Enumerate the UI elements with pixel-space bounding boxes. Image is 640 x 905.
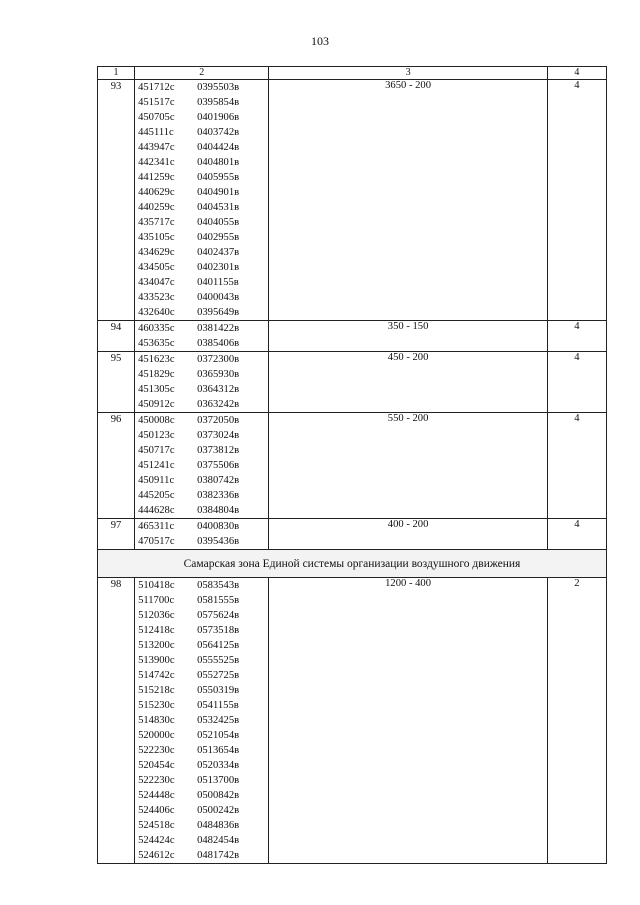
altitude-range: 350 - 150	[269, 321, 548, 352]
latitude: 450123с	[138, 430, 175, 441]
coordinates-cell	[135, 80, 269, 321]
coordinate-pair	[135, 758, 268, 773]
latitude: 435717с	[138, 217, 175, 228]
longitude: 0403742в	[197, 127, 240, 138]
longitude: 0500242в	[197, 805, 240, 816]
table-row	[98, 80, 607, 321]
coordinate-pair	[135, 488, 268, 503]
coordinate-pair	[135, 428, 268, 443]
class-value: 4	[547, 413, 606, 519]
latitude: 451517с	[138, 97, 175, 108]
longitude: 0375506в	[197, 460, 240, 471]
latitude: 450008с	[138, 415, 175, 426]
coordinate-pair	[135, 245, 268, 260]
latitude: 445111с	[138, 127, 174, 138]
zone-number: 98	[98, 578, 135, 864]
coordinate-pair	[135, 200, 268, 215]
latitude: 450911с	[138, 475, 175, 486]
latitude: 445205с	[138, 490, 175, 501]
latitude: 450912с	[138, 399, 175, 410]
coordinates-cell	[135, 321, 269, 352]
coordinate-pair	[135, 80, 268, 95]
coordinate-pair	[135, 728, 268, 743]
longitude: 0513700в	[197, 775, 240, 786]
coordinate-pair	[135, 818, 268, 833]
coordinate-pair	[135, 352, 268, 367]
coordinate-pair	[135, 95, 268, 110]
table-row	[98, 321, 607, 352]
latitude: 515218с	[138, 685, 175, 696]
coordinate-pair	[135, 140, 268, 155]
longitude: 0380742в	[197, 475, 240, 486]
coordinate-pair	[135, 638, 268, 653]
longitude: 0555525в	[197, 655, 240, 666]
longitude: 0381422в	[197, 323, 240, 334]
class-value: 4	[547, 519, 606, 550]
coordinate-pair	[135, 593, 268, 608]
coordinates-cell	[135, 413, 269, 519]
zone-heading-row	[98, 550, 607, 578]
latitude: 440259с	[138, 202, 175, 213]
table-row	[98, 578, 607, 864]
latitude: 512036с	[138, 610, 175, 621]
latitude: 453635с	[138, 338, 175, 349]
coordinate-pair	[135, 803, 268, 818]
coordinate-pair	[135, 519, 268, 534]
longitude: 0404424в	[197, 142, 240, 153]
latitude: 511700с	[138, 595, 175, 606]
latitude: 513200с	[138, 640, 175, 651]
coordinate-pair	[135, 623, 268, 638]
latitude: 524424с	[138, 835, 175, 846]
latitude: 434047с	[138, 277, 175, 288]
latitude: 460335с	[138, 323, 175, 334]
longitude: 0573518в	[197, 625, 240, 636]
longitude: 0404801в	[197, 157, 240, 168]
coordinate-pair	[135, 848, 268, 863]
longitude: 0550319в	[197, 685, 240, 696]
coordinate-pair	[135, 503, 268, 518]
latitude: 513900с	[138, 655, 175, 666]
latitude: 514742с	[138, 670, 175, 681]
coordinate-pair	[135, 458, 268, 473]
coordinate-pair	[135, 443, 268, 458]
latitude: 443947с	[138, 142, 175, 153]
latitude: 520454с	[138, 760, 175, 771]
longitude: 0482454в	[197, 835, 240, 846]
airspace-table	[97, 66, 607, 864]
table-row	[98, 519, 607, 550]
latitude: 450717с	[138, 445, 175, 456]
coordinate-pair	[135, 397, 268, 412]
latitude: 524448с	[138, 790, 175, 801]
coordinate-pair	[135, 321, 268, 336]
coordinate-pair	[135, 413, 268, 428]
longitude: 0395854в	[197, 97, 240, 108]
latitude: 524518с	[138, 820, 175, 831]
coordinate-pair	[135, 260, 268, 275]
coordinate-pair	[135, 683, 268, 698]
latitude: 451305с	[138, 384, 175, 395]
longitude: 0402301в	[197, 262, 240, 273]
class-value: 4	[547, 352, 606, 413]
zone-number: 93	[98, 80, 135, 321]
header-cell-2: 2	[135, 67, 269, 80]
altitude-range: 450 - 200	[269, 352, 548, 413]
coordinate-pair	[135, 185, 268, 200]
longitude: 0404531в	[197, 202, 240, 213]
longitude: 0385406в	[197, 338, 240, 349]
longitude: 0364312в	[197, 384, 240, 395]
longitude: 0400043в	[197, 292, 240, 303]
longitude: 0395649в	[197, 307, 240, 318]
coordinate-pair	[135, 578, 268, 593]
latitude: 465311с	[138, 521, 175, 532]
latitude: 451712с	[138, 82, 175, 93]
coordinate-pair	[135, 305, 268, 320]
latitude: 520000с	[138, 730, 175, 741]
latitude: 522230с	[138, 775, 175, 786]
coordinate-pair	[135, 713, 268, 728]
latitude: 451241с	[138, 460, 175, 471]
coordinate-pair	[135, 275, 268, 290]
longitude: 0405955в	[197, 172, 240, 183]
latitude: 522230с	[138, 745, 175, 756]
longitude: 0541155в	[197, 700, 239, 711]
header-row	[98, 67, 607, 80]
latitude: 433523с	[138, 292, 175, 303]
zone-number: 96	[98, 413, 135, 519]
longitude: 0484836в	[197, 820, 240, 831]
longitude: 0363242в	[197, 399, 240, 410]
latitude: 514830с	[138, 715, 175, 726]
longitude: 0402955в	[197, 232, 240, 243]
coordinate-pair	[135, 833, 268, 848]
latitude: 434629с	[138, 247, 175, 258]
longitude: 0500842в	[197, 790, 240, 801]
coordinate-pair	[135, 215, 268, 230]
altitude-range: 550 - 200	[269, 413, 548, 519]
coordinate-pair	[135, 788, 268, 803]
latitude: 510418с	[138, 580, 175, 591]
zone-heading: Самарская зона Единой системы организации воздушного движения	[98, 550, 607, 578]
coordinate-pair	[135, 668, 268, 683]
latitude: 442341с	[138, 157, 175, 168]
coordinate-pair	[135, 773, 268, 788]
coordinate-pair	[135, 473, 268, 488]
longitude: 0564125в	[197, 640, 240, 651]
coordinates-cell	[135, 519, 269, 550]
page-number: 103	[311, 34, 329, 48]
longitude: 0395436в	[197, 536, 240, 547]
coordinates-cell	[135, 578, 269, 864]
table-row	[98, 413, 607, 519]
longitude: 0365930в	[197, 369, 240, 380]
longitude: 0552725в	[197, 670, 240, 681]
longitude: 0583543в	[197, 580, 240, 591]
longitude: 0521054в	[197, 730, 240, 741]
coordinate-pair	[135, 290, 268, 305]
coordinate-pair	[135, 382, 268, 397]
coordinate-pair	[135, 367, 268, 382]
class-value: 4	[547, 80, 606, 321]
latitude: 435105с	[138, 232, 175, 243]
longitude: 0513654в	[197, 745, 240, 756]
coordinate-pair	[135, 170, 268, 185]
header-cell-4: 4	[547, 67, 606, 80]
coordinate-pair	[135, 336, 268, 351]
class-value: 4	[547, 321, 606, 352]
longitude: 0575624в	[197, 610, 240, 621]
altitude-range: 400 - 200	[269, 519, 548, 550]
coordinate-pair	[135, 230, 268, 245]
coordinate-pair	[135, 743, 268, 758]
latitude: 451829с	[138, 369, 175, 380]
longitude: 0402437в	[197, 247, 240, 258]
latitude: 512418с	[138, 625, 175, 636]
longitude: 0400830в	[197, 521, 240, 532]
longitude: 0481742в	[197, 850, 240, 861]
altitude-range: 1200 - 400	[269, 578, 548, 864]
class-value: 2	[547, 578, 606, 864]
longitude: 0404901в	[197, 187, 240, 198]
coordinate-pair	[135, 608, 268, 623]
latitude: 434505с	[138, 262, 175, 273]
coordinate-pair	[135, 534, 268, 549]
zone-number: 97	[98, 519, 135, 550]
longitude: 0382336в	[197, 490, 240, 501]
altitude-range: 3650 - 200	[269, 80, 548, 321]
coordinates-cell	[135, 352, 269, 413]
longitude: 0404055в	[197, 217, 240, 228]
latitude: 441259с	[138, 172, 175, 183]
longitude: 0372050в	[197, 415, 240, 426]
zone-number: 95	[98, 352, 135, 413]
latitude: 450705с	[138, 112, 175, 123]
latitude: 470517с	[138, 536, 175, 547]
longitude: 0401155в	[197, 277, 239, 288]
longitude: 0372300в	[197, 354, 240, 365]
latitude: 451623с	[138, 354, 175, 365]
latitude: 444628с	[138, 505, 175, 516]
longitude: 0373024в	[197, 430, 240, 441]
longitude: 0395503в	[197, 82, 240, 93]
longitude: 0520334в	[197, 760, 240, 771]
coordinate-pair	[135, 653, 268, 668]
longitude: 0532425в	[197, 715, 240, 726]
header-cell-1: 1	[98, 67, 135, 80]
longitude: 0581555в	[197, 595, 240, 606]
longitude: 0373812в	[197, 445, 240, 456]
latitude: 440629с	[138, 187, 175, 198]
latitude: 432640с	[138, 307, 175, 318]
longitude: 0384804в	[197, 505, 240, 516]
latitude: 515230с	[138, 700, 175, 711]
latitude: 524406с	[138, 805, 175, 816]
table-row	[98, 352, 607, 413]
latitude: 524612с	[138, 850, 175, 861]
header-cell-3: 3	[269, 67, 548, 80]
zone-number: 94	[98, 321, 135, 352]
coordinate-pair	[135, 155, 268, 170]
coordinate-pair	[135, 110, 268, 125]
coordinate-pair	[135, 125, 268, 140]
longitude: 0401906в	[197, 112, 240, 123]
coordinate-pair	[135, 698, 268, 713]
